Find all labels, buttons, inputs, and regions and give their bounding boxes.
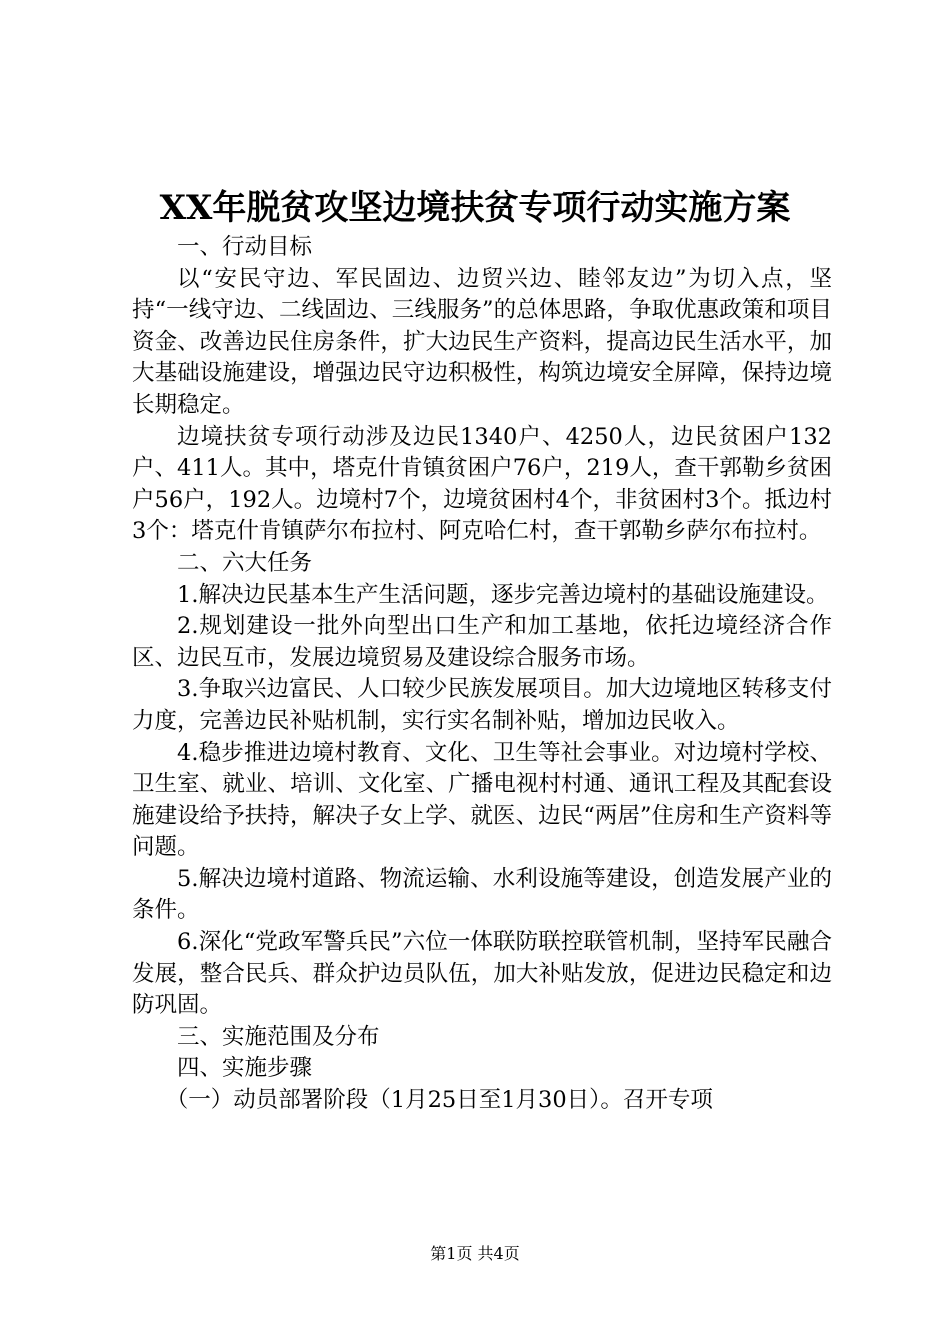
section-heading: 四、实施步骤 — [177, 1055, 313, 1082]
task-item: 3.争取兴边富民、人口较少民族发展项目。加大边境地区转移支付力度，完善边民补贴机制，实行实名制补贴，增加边民收入。 — [132, 676, 832, 734]
task-item: 6.深化“党政军警兵民”六位一体联防联控联管机制，坚持军民融合发展，整合民兵、群众护边员队伍，加大补贴发放，促进边民稳定和边防巩固。 — [132, 929, 832, 1019]
task-item: 5.解决边境村道路、物流运输、水利设施等建设，创造发展产业的条件。 — [132, 865, 832, 924]
section-heading: 二、六大任务 — [177, 549, 313, 576]
section-heading: 三、实施范围及分布 — [177, 1023, 380, 1050]
task-item: 4.稳步推进边境村教育、文化、卫生等社会事业。对边境村学校、卫生室、就业、培训、文化室、广播电视村村通、通讯工程及其配套设施建设给予扶持，解决子女上学、就医、边民“两居”住房和生产资料等问题。 — [132, 739, 832, 861]
document-title: XX年脱贫攻坚边境扶贫专项行动实施方案 — [159, 188, 791, 228]
paragraph: 边境扶贫专项行动涉及边民1340户、4250人，边民贫困户132户、411人。其中，塔克什肯镇贫困户76户，219人，查干郭勒乡贫困户56户，192人。边境村7个，边境贫困村4个，非贫困村3个。抵边村3个：塔克什肯镇萨尔布拉村、阿克哈仁村，查干郭勒乡萨尔布拉村。 — [132, 423, 832, 545]
task-item: 1.解决边民基本生产生活问题，逐步完善边境村的基础设施建设。 — [177, 581, 829, 608]
document-body — [132, 232, 832, 1117]
step-paragraph: （一）动员部署阶段（1月25日至1月30日）。召开专项 — [165, 1087, 713, 1114]
section-heading: 一、行动目标 — [177, 234, 313, 260]
page-footer: 第1页 共4页 — [430, 1244, 520, 1263]
task-item: 2.规划建设一批外向型出口生产和加工基地，依托边境经济合作区、边民互市，发展边境贸易及建设综合服务市场。 — [132, 613, 832, 671]
paragraph: 以“安民守边、军民固边、边贸兴边、睦邻友边”为切入点，坚持“一线守边、二线固边、三线服务”的总体思路，争取优惠政策和项目资金、改善边民住房条件，扩大边民生产资料，提高边民生活水平，加大基础设施建设，增强边民守边积极性，构筑边境安全屏障，保持边境长期稳定。 — [132, 265, 832, 418]
